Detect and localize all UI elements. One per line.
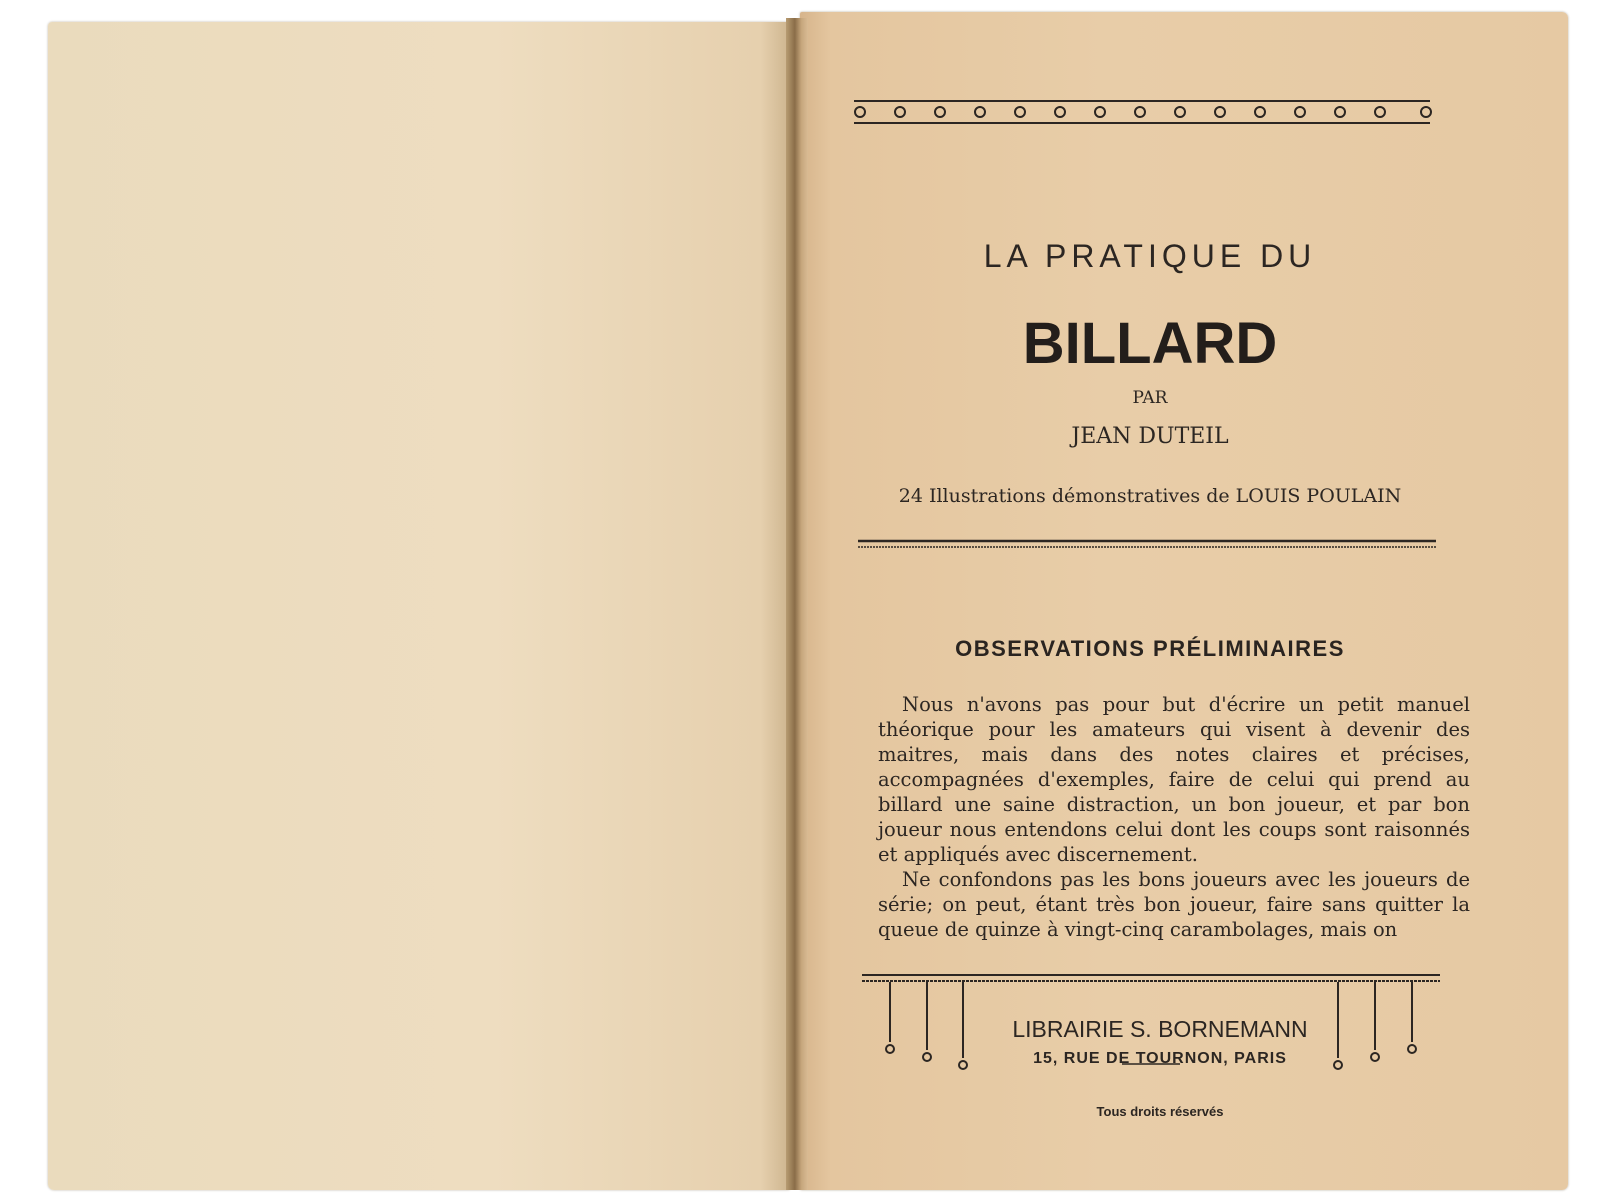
paragraph-2: Ne confondons pas les bons joueurs avec les joueurs de série; on peut, étant très bon joueur, faire sans quitter la queue de quinze à vingt-cinq carambolages, mais on xyxy=(878,868,1470,941)
by-label: PAR xyxy=(1132,388,1168,408)
rights-notice: Tous droits réservés xyxy=(1096,1104,1224,1119)
illustrations-credit: 24 Illustrations démonstratives de LOUIS POULAIN xyxy=(898,485,1402,507)
publisher-address: 15, RUE DE TOURNON, PARIS xyxy=(1033,1050,1287,1067)
author-name: JEAN DUTEIL xyxy=(1071,424,1229,449)
publisher-name: LIBRAIRIE S. BORNEMANN xyxy=(1012,1016,1308,1042)
title-line-2: BILLARD xyxy=(1022,311,1278,376)
top-ornament-border xyxy=(850,98,1440,128)
section-title: OBSERVATIONS PRÉLIMINAIRES xyxy=(955,636,1345,661)
separator-rule xyxy=(858,538,1438,552)
left-blank-page xyxy=(48,22,790,1190)
paragraph-1: Nous n'avons pas pour but d'écrire un petit manuel théorique pour les amateurs qui visent à devenir des maitres, mais dans des notes claires et précises, accompagnées d'exemples, faire de celui qui prend au billard une saine distraction, un bon joueur, et par bon joueur nous entendons celui dont les coups sont raisonnés et appliqués avec discernement. xyxy=(878,693,1470,866)
body-text xyxy=(878,692,1470,942)
book-spine xyxy=(786,18,808,1190)
title-line-1: LA PRATIQUE DU xyxy=(983,238,1317,274)
